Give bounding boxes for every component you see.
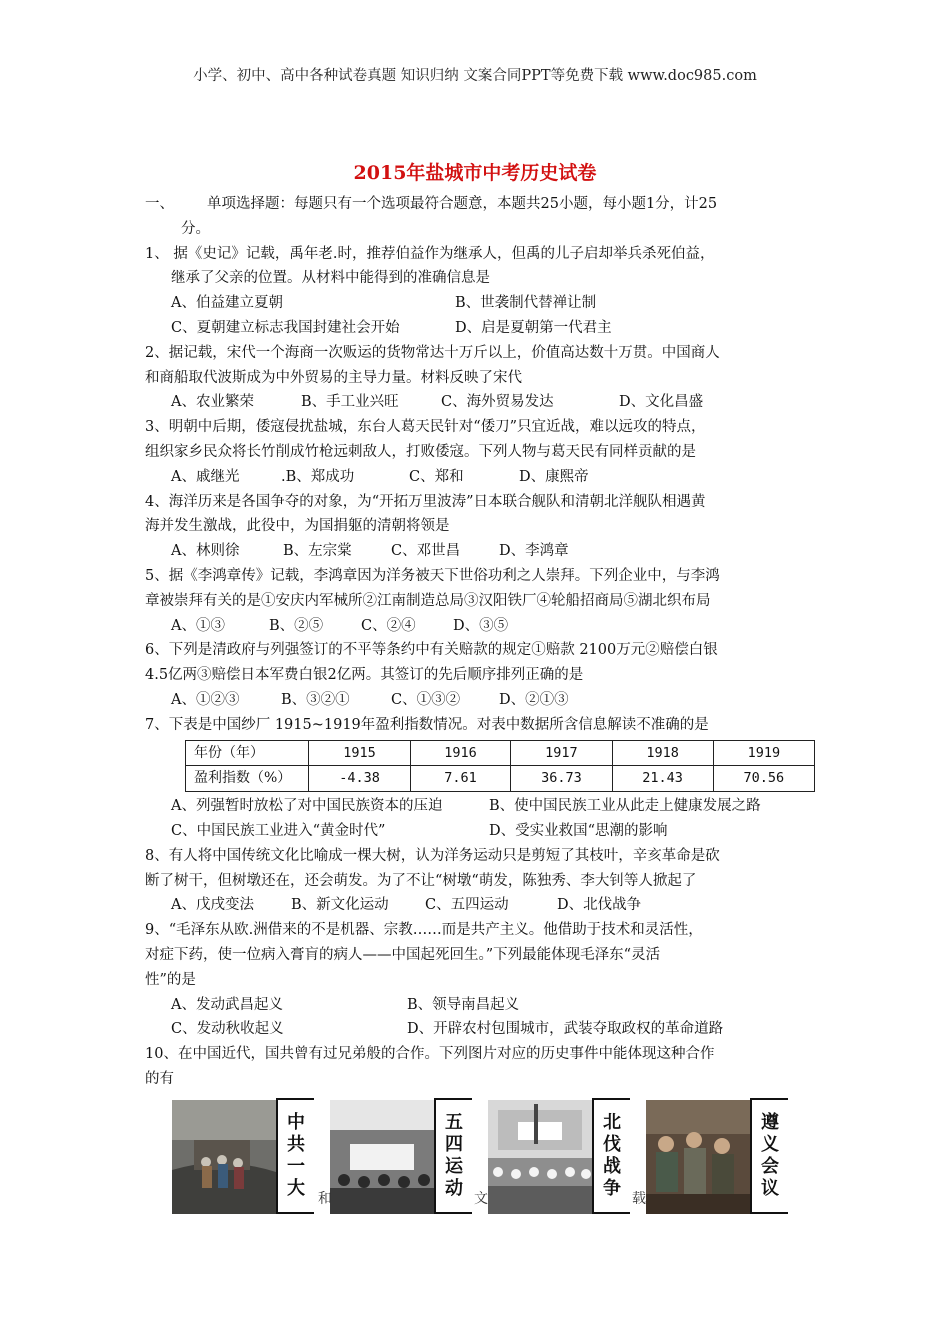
profit-index-table: [185, 740, 815, 793]
option-c: C、海外贸易发达: [441, 394, 554, 411]
option-c: C、邓世昌: [391, 543, 461, 560]
question-7: [145, 713, 815, 844]
option-b: B、新文化运动: [291, 897, 389, 914]
options: [145, 316, 815, 341]
question-6: [145, 638, 815, 712]
option-a: A、林则徐: [171, 543, 240, 560]
question-4: [145, 490, 815, 564]
option-a: A、列强暂时放松了对中国民族资本的压迫: [171, 798, 443, 815]
option-c: C、发动秋收起义: [171, 1021, 284, 1038]
option-d: D、康熙帝: [519, 468, 589, 485]
image-label: 五四运动: [434, 1098, 472, 1214]
page-header: 小学、初中、高中各种试卷真题 知识归纳 文案合同PPT等免费下载 www.doc985.com: [193, 68, 757, 84]
question-2: [145, 341, 815, 415]
table-cell: 21.43: [612, 766, 713, 792]
question-stem: 性”的是: [145, 971, 196, 988]
question-stem: 7、下表是中国纱厂 1915~1919年盈利指数情况。对表中数据所含信息解读不准确的是: [145, 716, 709, 733]
question-stem: 和商船取代波斯成为中外贸易的主导力量。材料反映了宋代: [145, 369, 522, 386]
table-cell: 7.61: [410, 766, 511, 792]
option-a: A、农业繁荣: [171, 394, 254, 411]
question-stem: 海并发生激战，此役中，为国捐躯的清朝将领是: [145, 518, 450, 535]
question-stem: 9、“毛泽东从欧.洲借来的不是机器、宗教……而是共产主义。他借助于技术和灵活性，: [145, 922, 703, 939]
table-cell: 1916: [410, 740, 511, 766]
question-stem: 组织家乡民众将长竹削成竹枪远刺敌人，打败倭寇。下列人物与葛天民有同样贡献的是: [145, 443, 696, 460]
option-c: C、②④: [361, 617, 416, 634]
option-b: .B、郑成功: [281, 468, 355, 485]
question-stem: 10、在中国近代，国共曾有过兄弟般的合作。下列图片对应的历史事件中能体现这种合作: [145, 1046, 715, 1063]
options: [145, 465, 815, 490]
question-stem: 5、据《李鸿章传》记载，李鸿章因为洋务被天下世俗功利之人崇拜。下列企业中，与李鸿: [145, 567, 720, 584]
option-d: D、开辟农村包围城市，武装夺取政权的革命道路: [407, 1021, 724, 1038]
option-a: A、戊戌变法: [171, 897, 254, 914]
option-c: C、五四运动: [425, 897, 509, 914]
exam-content: [145, 192, 815, 1092]
question-10-images: [172, 1098, 812, 1214]
question-stem: 断了树干，但树墩还在，还会萌发。为了不让“树墩“萌发，陈独秀、李大钊等人掀起了: [145, 872, 697, 889]
question-stem: 8、有人将中国传统文化比喻成一棵大树，认为洋务运动只是剪短了其枝叶，辛亥革命是砍: [145, 847, 720, 864]
table-row: [186, 740, 815, 766]
option-d: D、李鸿章: [499, 543, 569, 560]
option-d: D、文化昌盛: [619, 394, 704, 411]
table-cell: 36.73: [511, 766, 612, 792]
options: [145, 794, 815, 819]
table-cell: 70.56: [713, 766, 814, 792]
image-may-fourth-movement: [330, 1098, 472, 1214]
options: [145, 819, 815, 844]
option-a: A、发动武昌起义: [171, 996, 283, 1013]
table-cell: -4.38: [309, 766, 410, 792]
option-b: B、使中国民族工业从此走上健康发展之路: [489, 798, 761, 815]
option-c: C、夏朝建立标志我国封建社会开始: [171, 319, 400, 336]
option-d: D、③⑤: [453, 617, 509, 634]
table-header-cell: 盈利指数（%）: [186, 766, 309, 792]
table-cell: 1917: [511, 740, 612, 766]
rally-ceremony-photo-icon: [488, 1100, 592, 1214]
option-b: B、③②①: [281, 691, 350, 708]
option-b: B、世袭制代替禅让制: [455, 295, 597, 312]
options: [145, 539, 815, 564]
question-stem: 6、下列是清政府与列强签订的不平等条约中有关赔款的规定①赔款 2100万元②赔偿白银: [145, 642, 718, 659]
section-instructions: 单项选择题：每题只有一个选项最符合题意，本题共25小题，每小题1分，计25: [207, 196, 718, 212]
question-1: [145, 242, 815, 341]
section-instructions-cont: 分。: [181, 220, 210, 237]
options: [145, 390, 815, 415]
options: [145, 1017, 815, 1042]
options: [145, 893, 815, 918]
option-b: B、左宗棠: [283, 543, 352, 560]
option-d: D、北伐战争: [557, 897, 642, 914]
question-stem: 1、 据《史记》记载，禹年老.时，推荐伯益作为继承人，但禹的儿子启却举兵杀死伯益，: [145, 245, 715, 262]
image-label: 遵义会议: [750, 1098, 788, 1214]
image-northern-expedition: [488, 1098, 630, 1214]
boat-meeting-photo-icon: [172, 1100, 276, 1214]
options: [145, 614, 815, 639]
question-stem: 继承了父亲的位置。从材料中能得到的准确信息是: [171, 270, 490, 287]
question-stem: 4.5亿两③赔偿日本军费白银2亿两。其签订的先后顺序排列正确的是: [145, 667, 584, 684]
footer-fragment: 文: [474, 1191, 488, 1207]
question-8: [145, 844, 815, 918]
option-c: C、郑和: [409, 468, 464, 485]
question-stem: 对症下药，使一位病入膏肓的病人——中国起死回生。”下列最能体现毛泽东“灵活: [145, 946, 661, 963]
option-a: A、①②③: [171, 691, 240, 708]
table-cell: 1919: [713, 740, 814, 766]
image-first-party-congress: [172, 1098, 314, 1214]
question-10: [145, 1042, 815, 1092]
options: [145, 993, 815, 1018]
image-zunyi-conference: [646, 1098, 788, 1214]
page-title: 2015年盐城市中考历史试卷: [353, 162, 597, 184]
option-d: D、受实业救国“思潮的影响: [489, 822, 668, 839]
option-a: A、伯益建立夏朝: [171, 295, 283, 312]
options: [145, 688, 815, 713]
image-label: 中共一大: [276, 1098, 314, 1214]
protest-crowd-photo-icon: [330, 1100, 434, 1214]
table-row: [186, 766, 815, 792]
option-a: A、戚继光: [171, 468, 240, 485]
option-d: D、②①③: [499, 691, 569, 708]
option-a: A、①③: [171, 617, 225, 634]
option-b: B、②⑤: [269, 617, 324, 634]
table-cell: 1915: [309, 740, 410, 766]
question-stem: 的有: [145, 1070, 174, 1087]
table-cell: 1918: [612, 740, 713, 766]
section-number: 一、: [145, 196, 174, 212]
section-heading: [145, 192, 815, 217]
option-c: C、中国民族工业进入“黄金时代”: [171, 822, 386, 839]
question-3: [145, 415, 815, 489]
conference-painting-icon: [646, 1100, 750, 1214]
option-b: B、领导南昌起义: [407, 996, 520, 1013]
table-header-cell: 年份（年）: [186, 740, 309, 766]
option-c: C、①③②: [391, 691, 461, 708]
question-9: [145, 918, 815, 1042]
question-5: [145, 564, 815, 638]
image-label: 北伐战争: [592, 1098, 630, 1214]
options: [145, 291, 815, 316]
question-stem: 4、海洋历来是各国争夺的对象，为“开拓万里波涛”日本联合舰队和清朝北洋舰队相遇黄: [145, 493, 706, 510]
footer-fragment: 载: [632, 1191, 646, 1207]
option-d: D、启是夏朝第一代君主: [455, 319, 612, 336]
question-stem: 章被崇拜有关的是①安庆内军械所②江南制造总局③汉阳铁厂④轮船招商局⑤湖北织布局: [145, 592, 711, 609]
footer-fragment: 和: [318, 1191, 332, 1207]
question-stem: 3、明朝中后期，倭寇侵扰盐城，东台人葛天民针对“倭刀”只宜近战，难以远攻的特点，: [145, 419, 706, 436]
option-b: B、手工业兴旺: [301, 394, 399, 411]
question-stem: 2、据记载，宋代一个海商一次贩运的货物常达十万斤以上，价值高达数十万贯。中国商人: [145, 344, 720, 361]
